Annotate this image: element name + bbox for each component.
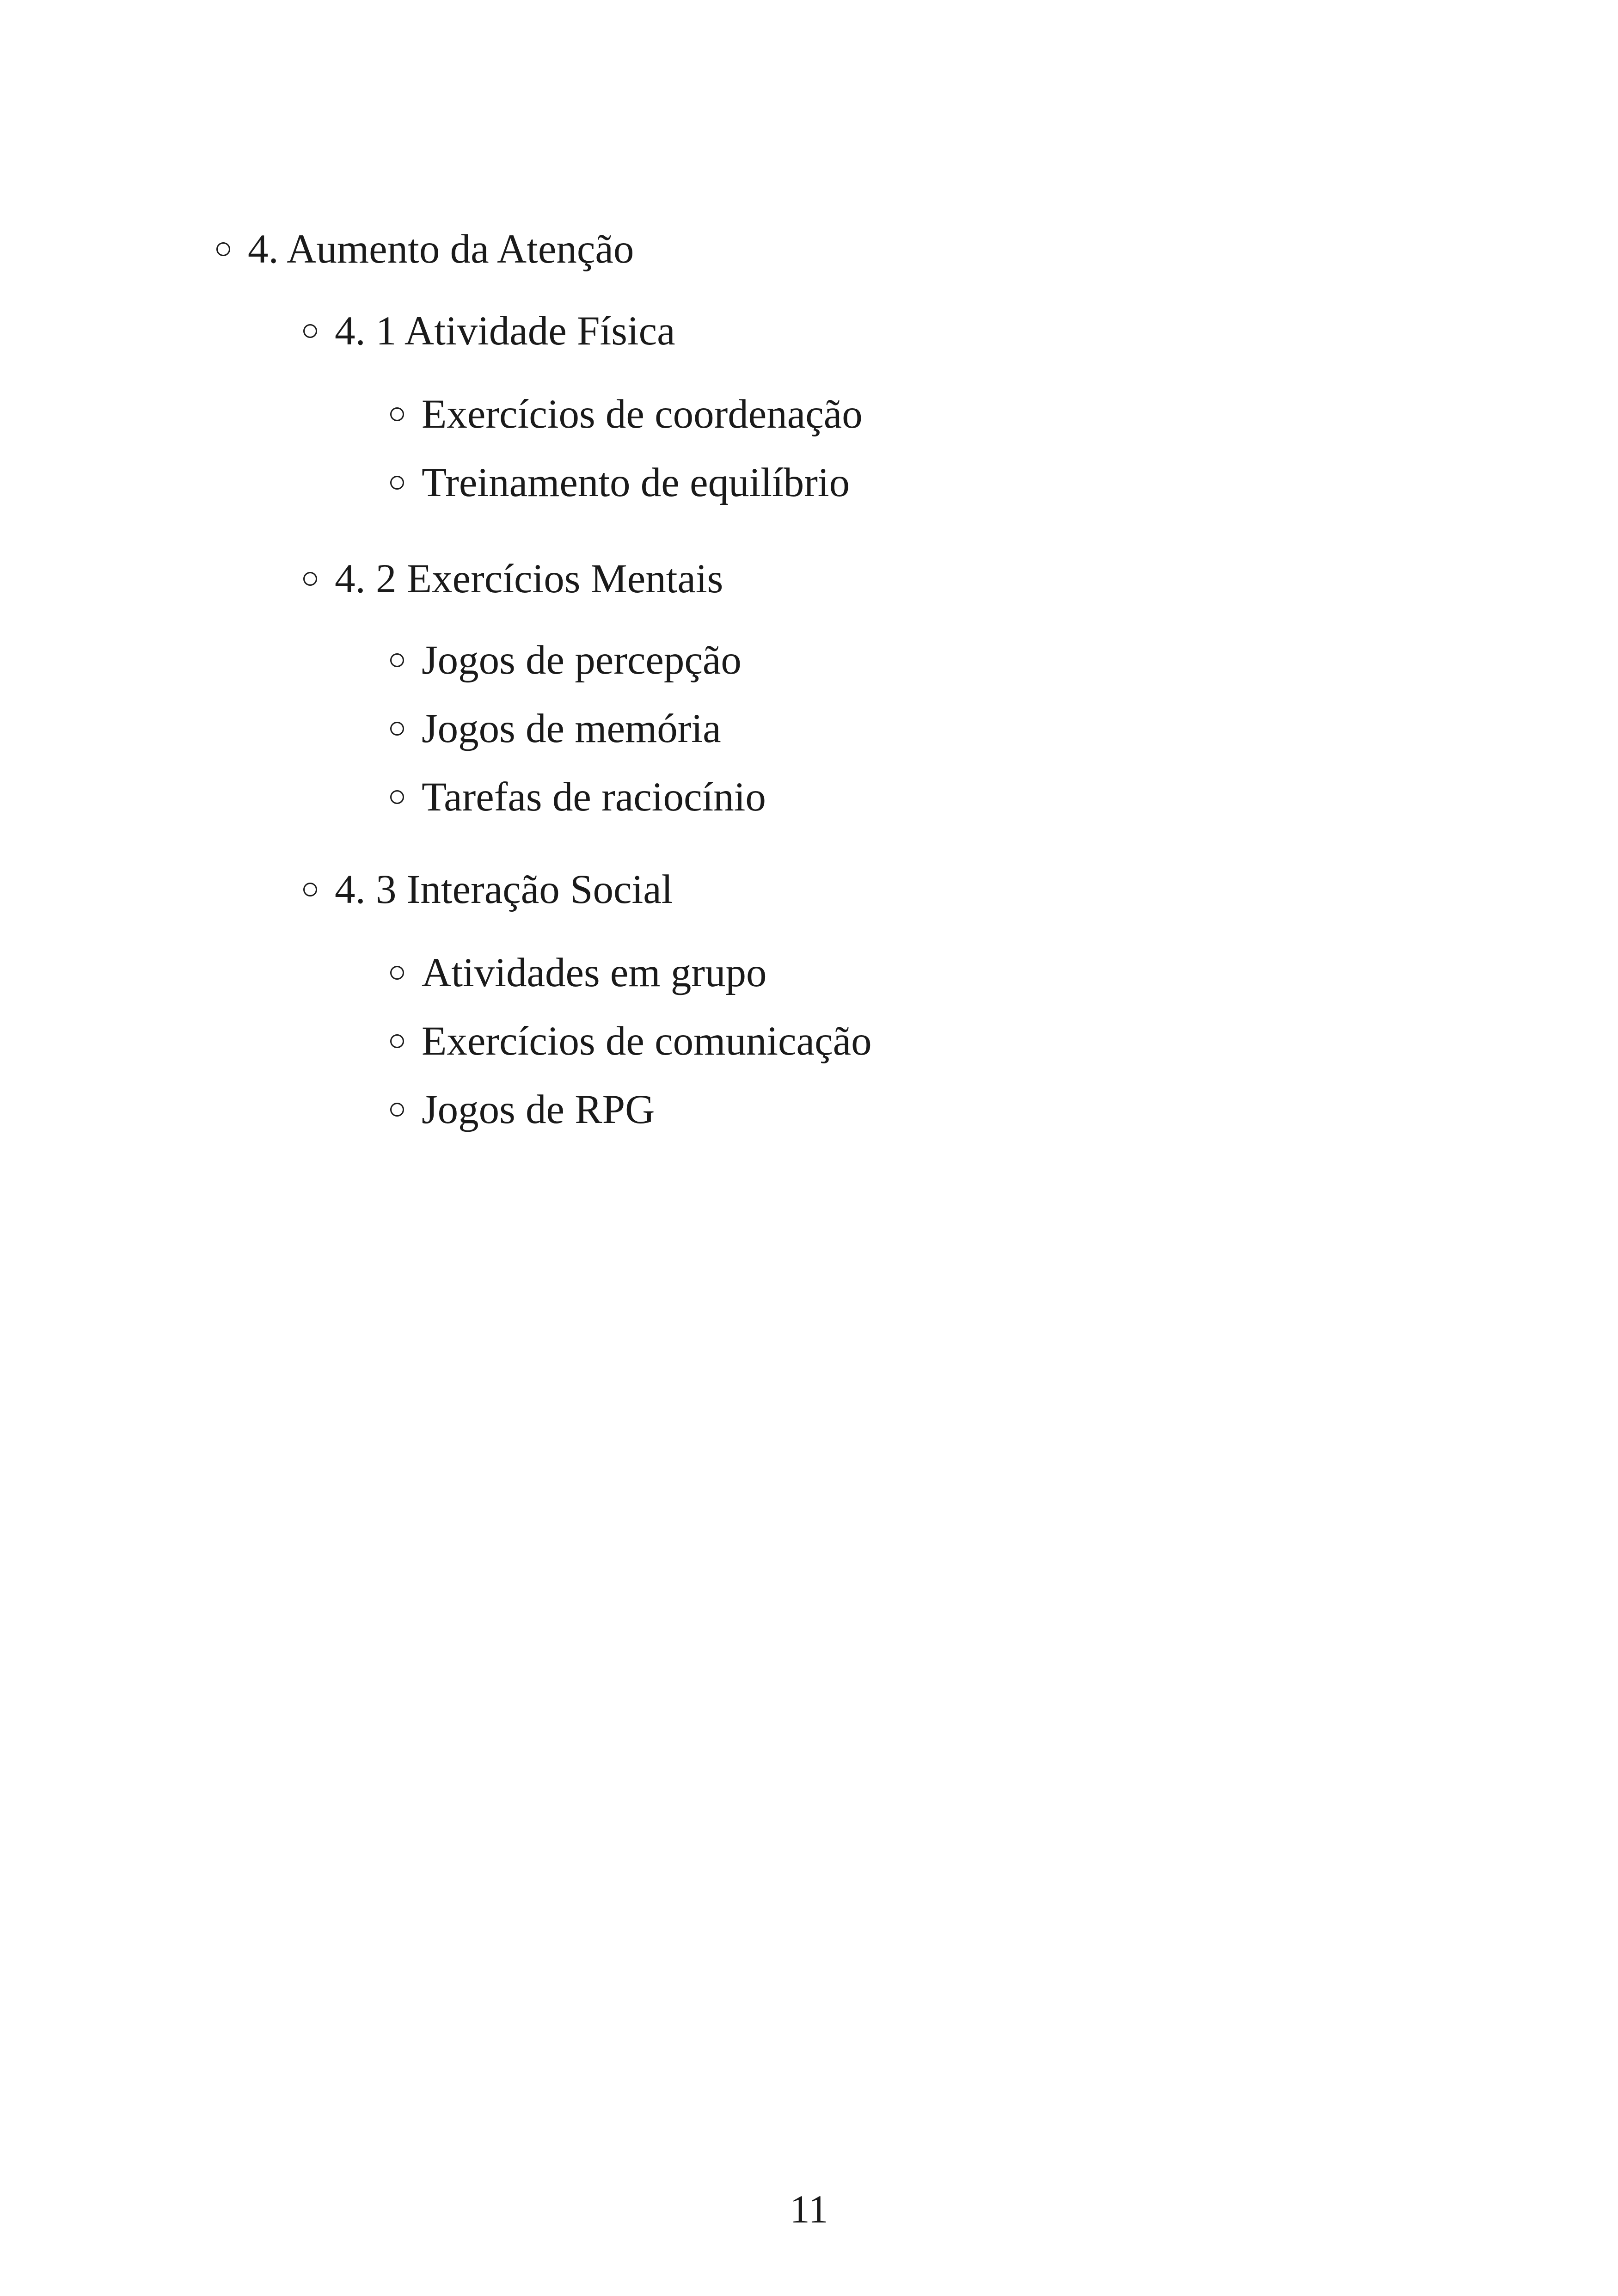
outline-item [390,952,766,994]
circle-bullet-icon [390,966,404,980]
section-title: 4. Aumento da Atenção [248,227,634,272]
outline-item-label: Exercícios de comunicação [422,1019,872,1064]
outline-item-label: Atividades em grupo [422,950,767,995]
outline-item [390,394,863,435]
circle-bullet-icon [390,653,404,667]
circle-bullet-icon [390,1103,404,1117]
outline-item [390,640,742,681]
outline-item [390,1089,655,1130]
subsection-title: 4. 3 Interação Social [335,867,673,912]
circle-bullet-icon [390,722,404,736]
outline-subsection [303,556,723,602]
outline-item-label: Exercícios de coordenação [422,392,863,437]
outline-section [216,229,634,270]
subsection-title: 4. 1 Atividade Física [335,308,675,354]
circle-bullet-icon [303,572,317,586]
circle-bullet-icon [303,324,317,338]
outline-item [390,1021,872,1062]
outline-item [390,462,850,503]
outline-item-label: Treinamento de equilíbrio [422,460,850,505]
page-number: 11 [790,2187,828,2231]
circle-bullet-icon [390,790,404,804]
outline-item-label: Jogos de percepção [422,638,742,683]
outline-item [390,708,721,749]
subsection-title: 4. 2 Exercícios Mentais [335,556,723,602]
circle-bullet-icon [390,476,404,490]
outline-subsection [303,869,673,910]
outline-item-label: Jogos de RPG [422,1087,655,1132]
outline-subsection [303,308,675,354]
circle-bullet-icon [390,1034,404,1048]
outline-item [390,774,766,820]
outline-item-label: Tarefas de raciocínio [422,774,766,820]
circle-bullet-icon [390,407,404,421]
circle-bullet-icon [303,883,317,896]
outline-item-label: Jogos de memória [422,706,721,751]
circle-bullet-icon [216,242,230,256]
